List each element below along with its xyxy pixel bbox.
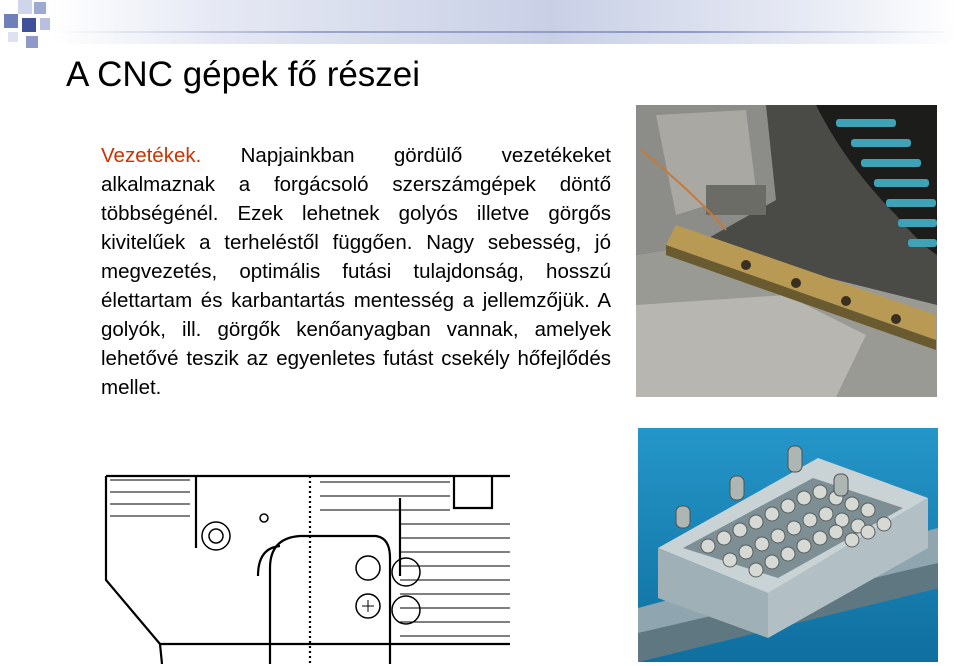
ball-bearing-block-photo: [638, 428, 938, 662]
lead-term: Vezetékek.: [101, 144, 202, 167]
slide-title: A CNC gépek fő részei: [66, 55, 421, 94]
body-paragraph: [101, 141, 611, 402]
ball-bearing-block-photo-art: [638, 428, 938, 662]
guide-rail-cross-section-drawing: [100, 468, 520, 664]
linear-guide-photo-art: [636, 105, 937, 397]
title-decoration-strip: [50, 31, 960, 33]
title-decoration-bar: [50, 0, 960, 44]
linear-guide-photo: [636, 105, 937, 397]
body-text: Napjainkban gördülő vezetékeket alkalmaznak a forgácsoló szerszámgépek döntő többségénél. Ezek lehetnek golyós illetve görgős kivitelűek a terheléstől függően. Nagy sebesség, jó megvezetés, optimális futási tulajdonság, hosszú élettartam és karbantartás mentesség a jellemzőjük. A golyók, ill. görgők kenőanyagban vannak, amelyek lehetővé teszik az egyenletes futást csekély hőfejlődés mellet.: [101, 144, 611, 399]
